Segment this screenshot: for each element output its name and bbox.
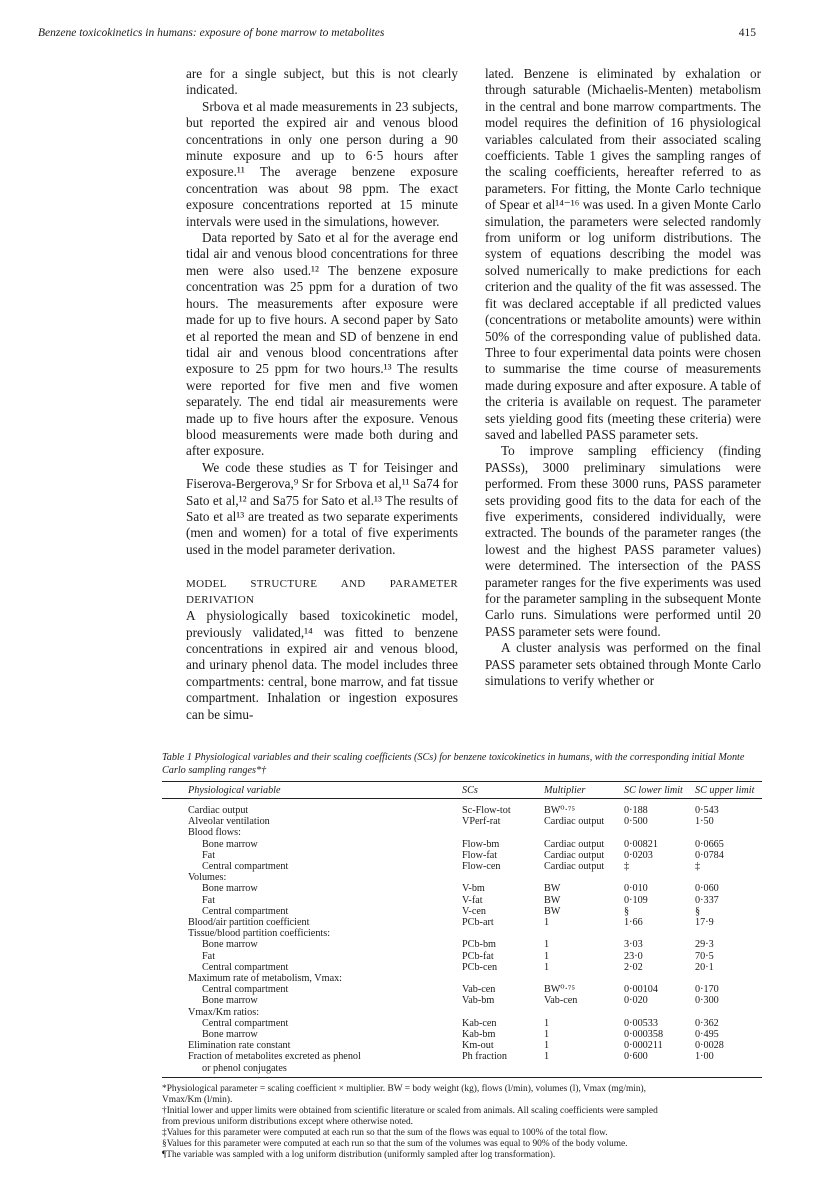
table-rule xyxy=(162,781,762,782)
table-cell: 0·495 xyxy=(695,1029,719,1040)
table-cell: 0·170 xyxy=(695,984,719,996)
table-cell: Fat xyxy=(202,849,216,861)
left-column xyxy=(186,66,458,723)
table-row xyxy=(162,995,762,1006)
table-cell: Fat xyxy=(202,894,216,906)
table-cell: 0·109 xyxy=(624,894,648,906)
table-cell: BW⁰·⁷⁵ xyxy=(544,984,575,996)
table-cell: 0·543 xyxy=(695,805,719,816)
table-cell: Vab-bm xyxy=(462,995,495,1007)
table-row xyxy=(162,1029,762,1040)
table-row xyxy=(162,1063,762,1074)
paragraph: A cluster analysis was performed on the final PASS parameter sets obtained through Monte Carlo simulations to verify whether or xyxy=(485,640,761,689)
table-rule xyxy=(162,1077,762,1078)
table-cell: Blood flows: xyxy=(188,827,241,839)
table-footnote: ‡Values for this parameter were computed at each run so that the sum of the flows was equal to 100% of the total flow. xyxy=(162,1127,608,1138)
table-cell: 23·0 xyxy=(624,950,643,962)
table-header-row xyxy=(162,785,762,796)
table-row xyxy=(162,861,762,872)
table-footnote: Vmax/Km (l/min). xyxy=(162,1094,233,1105)
table-cell: 1 xyxy=(544,939,550,951)
paragraph: Data reported by Sato et al for the average end tidal air and venous blood concentrations for three men were also used.¹² The benzene exposure concentration was 25 ppm for a duration of two hours. The measurements after exposure were made for up to five hours. A second paper by Sato et al reported the mean and SD of benzene in end tidal air and venous blood concentrations after exposure to 25 ppm for two hours.¹³ The results were reported for five men and five women separately. The end tidal air measurements were made up to five hours after the exposure. Venous blood measurements were made both during and after exposure. xyxy=(186,230,458,459)
table-cell: 0·00533 xyxy=(624,1017,658,1029)
running-title: Benzene toxicokinetics in humans: exposure of bone marrow to metabolites xyxy=(38,27,385,39)
table-cell: Fraction of metabolites excreted as phenol xyxy=(188,1051,361,1063)
paragraph: To improve sampling efficiency (finding PASSs), 3000 preliminary simulations were performed. From these 3000 runs, PASS parameter sets providing good fits to the data for each of the five experiments, considered individually, were extracted. The bounds of the parameter ranges (the lowest and the highest PASS parameter values) were determined. The intersection of the PASS parameter ranges for the five experiments was used for the parameter sampling in the subsequent Monte Carlo runs. Simulations were performed until 20 PASS parameter sets were found. xyxy=(485,443,761,639)
table-cell: 1 xyxy=(544,961,550,973)
page-number: 415 xyxy=(738,27,756,39)
table-row xyxy=(162,805,762,816)
table-cell: 2·02 xyxy=(624,961,643,973)
table-cell: 0·060 xyxy=(695,883,719,895)
table-cell: Vmax/Km ratios: xyxy=(188,1006,260,1018)
table-row xyxy=(162,816,762,827)
table-cell: VPerf-rat xyxy=(462,816,501,828)
table-cell: 0·010 xyxy=(624,883,648,895)
table-cell: Central compartment xyxy=(202,984,289,996)
table-cell: Kab-bm xyxy=(462,1029,496,1040)
paragraph: A physiologically based toxicokinetic model, previously validated,¹⁴ was fitted to benzene concentrations in expired air and venous blood, and urinary phenol data. The model includes three compartments: central, bone marrow, and fat tissue compartment. Inhalation or ingestion exposures can be simu- xyxy=(186,608,458,722)
table-caption: Table 1 Physiological variables and their scaling coefficients (SCs) for benzene toxicokinetics in humans, with the corresponding initial Monte Carlo sampling ranges*† xyxy=(162,752,745,776)
paragraph: Srbova et al made measurements in 23 subjects, but reported the expired air and venous blood concentrations in only one person during a 90 minute exposure and up to 6·5 hours after exposure.¹¹ The average benzene exposure concentration was about 98 ppm. The exact exposure concentrations reported at 15 minute intervals were used in the simulations, however. xyxy=(186,98,458,229)
table-cell: 1·50 xyxy=(695,816,714,828)
table-header-cell: Multiplier xyxy=(544,785,586,796)
table-cell: Maximum rate of metabolism, Vmax: xyxy=(188,973,343,984)
table-cell: 0·0665 xyxy=(695,838,724,850)
table-cell: Flow-fat xyxy=(462,849,498,861)
table-cell: Central compartment xyxy=(202,861,289,872)
table-rule xyxy=(162,798,762,799)
table-cell: 1 xyxy=(544,917,550,928)
table-cell: 0·000211 xyxy=(624,1040,663,1052)
table-cell: ‡ xyxy=(695,861,701,872)
table-cell: Tissue/blood partition coefficients: xyxy=(188,928,331,940)
table-cell: Kab-cen xyxy=(462,1017,497,1029)
table-cell: V-cen xyxy=(462,905,486,917)
table-row xyxy=(162,1007,762,1018)
table-cell: 1 xyxy=(544,1040,550,1052)
table-cell: V-fat xyxy=(462,894,483,906)
table-cell: BW⁰·⁷⁵ xyxy=(544,805,575,816)
paragraph: We code these studies as T for Teisinger and Fiserova-Bergerova,⁹ Sr for Srbova et al,¹¹ Sa74 for Sato et al,¹² and Sa75 for Sato et al.¹³ The results of Sato et al¹³ are treated as two separate experiments (men and women) for a total of five experiments used in the model parameter derivation. xyxy=(186,459,458,557)
table-cell: Blood/air partition coefficient xyxy=(188,917,310,928)
table-cell: V-bm xyxy=(462,883,485,895)
table-cell: or phenol conjugates xyxy=(202,1062,287,1074)
table-cell: 17·9 xyxy=(695,917,714,928)
table-cell: Bone marrow xyxy=(202,883,258,895)
table-cell: Central compartment xyxy=(202,905,289,917)
table-footnote: from previous uniform distributions except where otherwise noted. xyxy=(162,1116,413,1127)
table-row xyxy=(162,973,762,984)
table-header-cell: SC lower limit xyxy=(624,785,683,796)
table-cell: 0·00821 xyxy=(624,838,658,850)
table-cell: 1 xyxy=(544,1017,550,1029)
table-row xyxy=(162,984,762,995)
table-cell: PCb-bm xyxy=(462,939,496,951)
table-header-cell: Physiological variable xyxy=(188,785,281,796)
table-row xyxy=(162,1051,762,1062)
table-row xyxy=(162,917,762,928)
table-cell: Bone marrow xyxy=(202,1029,258,1040)
table-cell: BW xyxy=(544,905,561,917)
table-cell: Flow-bm xyxy=(462,838,500,850)
table-cell: BW xyxy=(544,883,561,895)
table-cell: 0·020 xyxy=(624,995,648,1007)
table-cell: PCb-fat xyxy=(462,950,494,962)
table-row xyxy=(162,872,762,883)
paragraph: lated. Benzene is eliminated by exhalation or through saturable (Michaelis-Menten) metabolism in the central and bone marrow compartments. The model requires the definition of 16 physiological variables calculated from their associated scaling coefficients. Table 1 gives the sampling ranges of the scaling coefficients, hereafter referred to as parameters. For fitting, the Monte Carlo technique of Spear et al¹⁴⁻¹⁶ was used. In a given Monte Carlo simulation, the parameters were selected randomly from uniform or log uniform distributions. The system of equations describing the model was solved numerically to make predictions for each criterion and the quality of the fit was assessed. The fit was declared acceptable if all predicted values (concentrations or metabolite amounts) were within 50% of the corresponding value of published data. Three to four experimental data points were chosen to summarise the time course of measurements made during exposure and after exposure. A table of the criteria is available on request. The parameter sets yielding good fits (meeting these criteria) were saved and labelled PASS parameter sets. xyxy=(485,66,761,442)
table-cell: Alveolar ventilation xyxy=(188,816,270,828)
table-cell: 1 xyxy=(544,950,550,962)
table-row xyxy=(162,962,762,973)
table-cell: PCb-cen xyxy=(462,961,498,973)
table-cell: 0·500 xyxy=(624,816,648,828)
table-cell: 0·337 xyxy=(695,894,719,906)
table-footnote: †Initial lower and upper limits were obtained from scientific literature or scaled from animals. All scaling coefficients were sampled xyxy=(162,1105,658,1116)
table-cell: 1·66 xyxy=(624,917,643,928)
table-cell: 0·0784 xyxy=(695,849,724,861)
table-row xyxy=(162,895,762,906)
table-cell: Bone marrow xyxy=(202,838,258,850)
table-row xyxy=(162,1040,762,1051)
table-cell: Cardiac output xyxy=(544,849,605,861)
table-cell: § xyxy=(624,905,630,917)
table-cell: § xyxy=(695,905,701,917)
right-column xyxy=(485,66,761,689)
table-row xyxy=(162,839,762,850)
table-cell: Cardiac output xyxy=(188,805,249,816)
table-cell: 20·1 xyxy=(695,961,714,973)
table-cell: PCb-art xyxy=(462,917,494,928)
table-cell: 0·0028 xyxy=(695,1040,724,1052)
table-cell: Cardiac output xyxy=(544,816,605,828)
table-row xyxy=(162,939,762,950)
table-cell: 0·0203 xyxy=(624,849,653,861)
table-footnote: *Physiological parameter = scaling coefficient × multiplier. BW = body weight (kg), flows (l/min), volumes (l), Vmax (mg/min), xyxy=(162,1083,647,1094)
table-cell: Bone marrow xyxy=(202,995,258,1007)
table-cell: 0·600 xyxy=(624,1051,648,1063)
table-header-cell: SC upper limit xyxy=(695,785,755,796)
table-cell: ‡ xyxy=(624,861,630,872)
table-cell: Cardiac output xyxy=(544,861,605,872)
table-cell: 0·00104 xyxy=(624,984,658,996)
table-cell: 1 xyxy=(544,1051,550,1063)
table-cell: 0·000358 xyxy=(624,1029,664,1040)
table-cell: 0·362 xyxy=(695,1017,719,1029)
table-cell: Ph fraction xyxy=(462,1051,507,1063)
table-footnote: ¶The variable was sampled with a log uniform distribution (uniformly sampled after log transformation). xyxy=(162,1149,556,1160)
table-cell: Cardiac output xyxy=(544,838,605,850)
table-cell: Bone marrow xyxy=(202,939,258,951)
table-row xyxy=(162,928,762,939)
table-row xyxy=(162,906,762,917)
table-cell: Flow-cen xyxy=(462,861,501,872)
table-cell: Elimination rate constant xyxy=(188,1040,291,1052)
table-cell: Central compartment xyxy=(202,1017,289,1029)
table-row xyxy=(162,827,762,838)
table-row xyxy=(162,883,762,894)
table-cell: Sc-Flow-tot xyxy=(462,805,511,816)
table-row xyxy=(162,850,762,861)
section-heading: MODEL STRUCTURE AND PARAMETER DERIVATION xyxy=(186,578,458,607)
table-cell: 1 xyxy=(544,1029,550,1040)
table-cell: Fat xyxy=(202,950,216,962)
paragraph: are for a single subject, but this is not clearly indicated. xyxy=(186,66,458,98)
table-cell: Vab-cen xyxy=(544,995,578,1007)
table-cell: Central compartment xyxy=(202,961,289,973)
table-cell: 0·188 xyxy=(624,805,648,816)
table-cell: Volumes: xyxy=(188,872,227,884)
table-cell: 29·3 xyxy=(695,939,714,951)
page-header xyxy=(38,27,756,43)
table-cell: Vab-cen xyxy=(462,984,496,996)
table-row xyxy=(162,1018,762,1029)
table-cell: 1·00 xyxy=(695,1051,714,1063)
table-row xyxy=(162,951,762,962)
table-header-cell: SCs xyxy=(462,785,478,796)
table-cell: Km-out xyxy=(462,1040,494,1052)
table-cell: 3·03 xyxy=(624,939,643,951)
table-footnote: §Values for this parameter were computed at each run so that the sum of the volumes was equal to 90% of the body volume. xyxy=(162,1138,628,1149)
table-cell: 70·5 xyxy=(695,950,714,962)
table-cell: 0·300 xyxy=(695,995,719,1007)
table-cell: BW xyxy=(544,894,561,906)
